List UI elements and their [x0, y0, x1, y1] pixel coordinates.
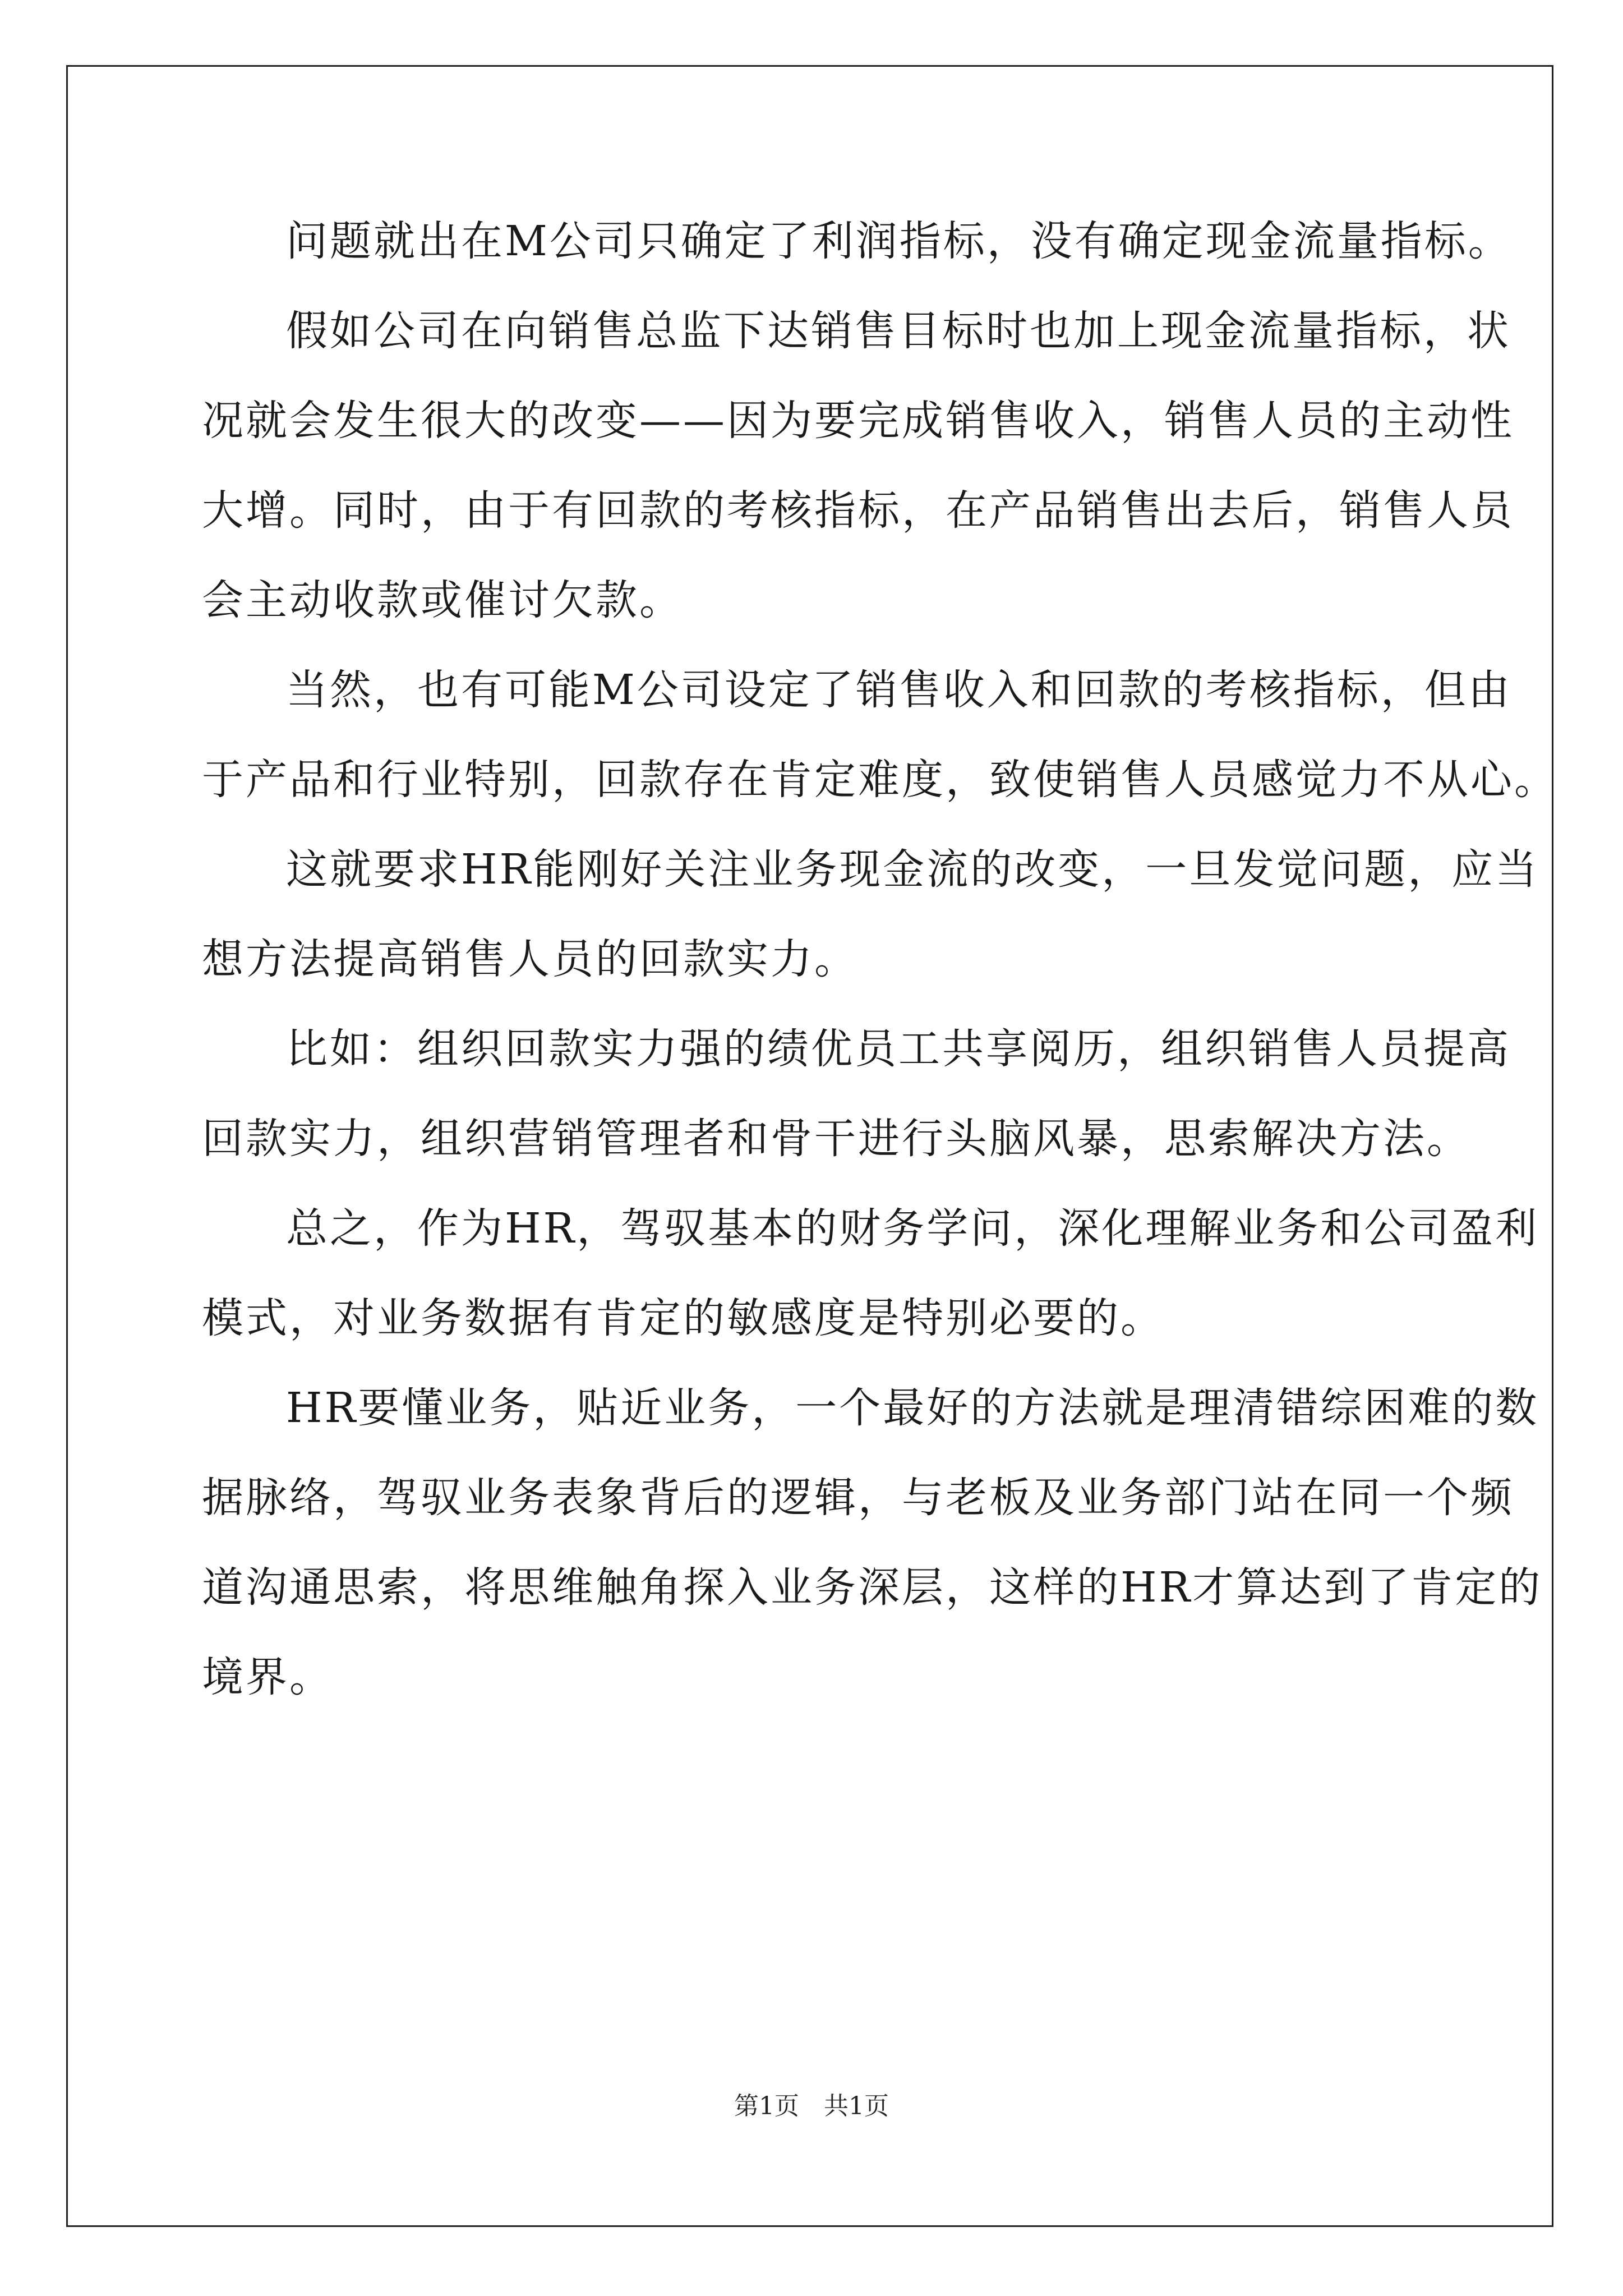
paragraph-line: 境界。: [202, 1653, 333, 1701]
paragraph-line: 总之，作为HR，驾驭基本的财务学问，深化理解业务和公司盈利: [286, 1204, 1539, 1253]
paragraph-line: 大增。同时，由于有回款的考核指标，在产品销售出去后，销售人员: [202, 486, 1514, 535]
paragraph-line: 问题就出在M公司只确定了利润指标，没有确定现金流量指标。: [286, 217, 1512, 265]
paragraph-line: 这就要求HR能刚好关注业务现金流的改变，一旦发觉问题，应当: [286, 845, 1539, 894]
paragraph-line: 假如公司在向销售总监下达销售目标时也加上现金流量指标，状: [286, 307, 1511, 355]
paragraph-line: 想方法提高销售人员的回款实力。: [202, 935, 858, 983]
paragraph-line: 模式，对业务数据有肯定的敏感度是特别必要的。: [202, 1294, 1164, 1342]
document-body: [202, 212, 1558, 1738]
paragraph-line: 道沟通思索，将思维触角探入业务深层，这样的HR才算达到了肯定的: [202, 1563, 1543, 1612]
paragraph-line: 据脉络，驾驭业务表象背后的逻辑，与老板及业务部门站在同一个频: [202, 1474, 1514, 1522]
paragraph-line: 于产品和行业特别，回款存在肯定难度，致使销售人员感觉力不从心。: [202, 756, 1558, 804]
paragraph-line: 回款实力，组织营销管理者和骨干进行头脑风暴，思索解决方法。: [202, 1115, 1470, 1163]
paragraph-line: 会主动收款或催讨欠款。: [202, 576, 683, 624]
paragraph-line: 况就会发生很大的改变——因为要完成销售收入，销售人员的主动性: [202, 397, 1514, 445]
paragraph-line: 当然，也有可能M公司设定了销售收入和回款的考核指标，但由: [286, 666, 1512, 714]
page-number: 第1页 共1页: [734, 2092, 889, 2120]
paragraph-line: HR要懂业务，贴近业务，一个最好的方法就是理清错综困难的数: [286, 1384, 1539, 1432]
paragraph-line: 比如：组织回款实力强的绩优员工共享阅历，组织销售人员提高: [286, 1025, 1511, 1073]
